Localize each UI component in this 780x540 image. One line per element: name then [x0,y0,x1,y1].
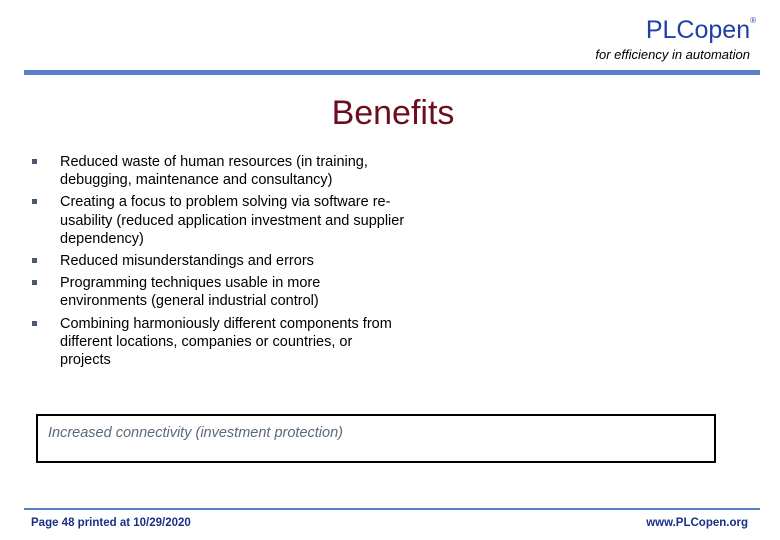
footer-divider [24,508,760,510]
list-item-text: Programming techniques usable in more environments (general industrial control) [60,275,321,310]
logo-tagline: for efficiency in automation [595,47,750,62]
list-item-text: Reduced waste of human resources (in training, debugging, maintenance and consultancy) [60,154,368,189]
highlight-box-text: Increased connectivity (investment protection) [48,425,343,441]
list-item [26,315,406,370]
page-info: Page 48 printed at 10/29/2020 [31,517,191,529]
header-divider [24,70,760,75]
slide-title: Benefits [331,94,455,132]
list-item [26,274,406,310]
highlight-box [36,414,716,463]
list-item [26,252,406,270]
benefits-list [26,153,406,373]
square-bullet-icon [32,258,37,263]
square-bullet-icon [32,280,37,285]
list-item-text: Combining harmoniously different components from different locations, companies or countries, or projects [60,315,392,369]
square-bullet-icon [32,199,37,204]
list-item [26,193,406,248]
logo-name: PLCopen [645,16,751,44]
list-item-text: Creating a focus to problem solving via software re-usability (reduced application investment and supplier dependency) [60,194,405,247]
registered-mark: ® [750,16,756,25]
website-link[interactable]: www.PLCopen.org [646,517,748,529]
list-item [26,153,406,189]
list-item-text: Reduced misunderstandings and errors [60,253,314,270]
square-bullet-icon [32,321,37,326]
square-bullet-icon [32,159,37,164]
plcopen-logo [646,16,756,44]
